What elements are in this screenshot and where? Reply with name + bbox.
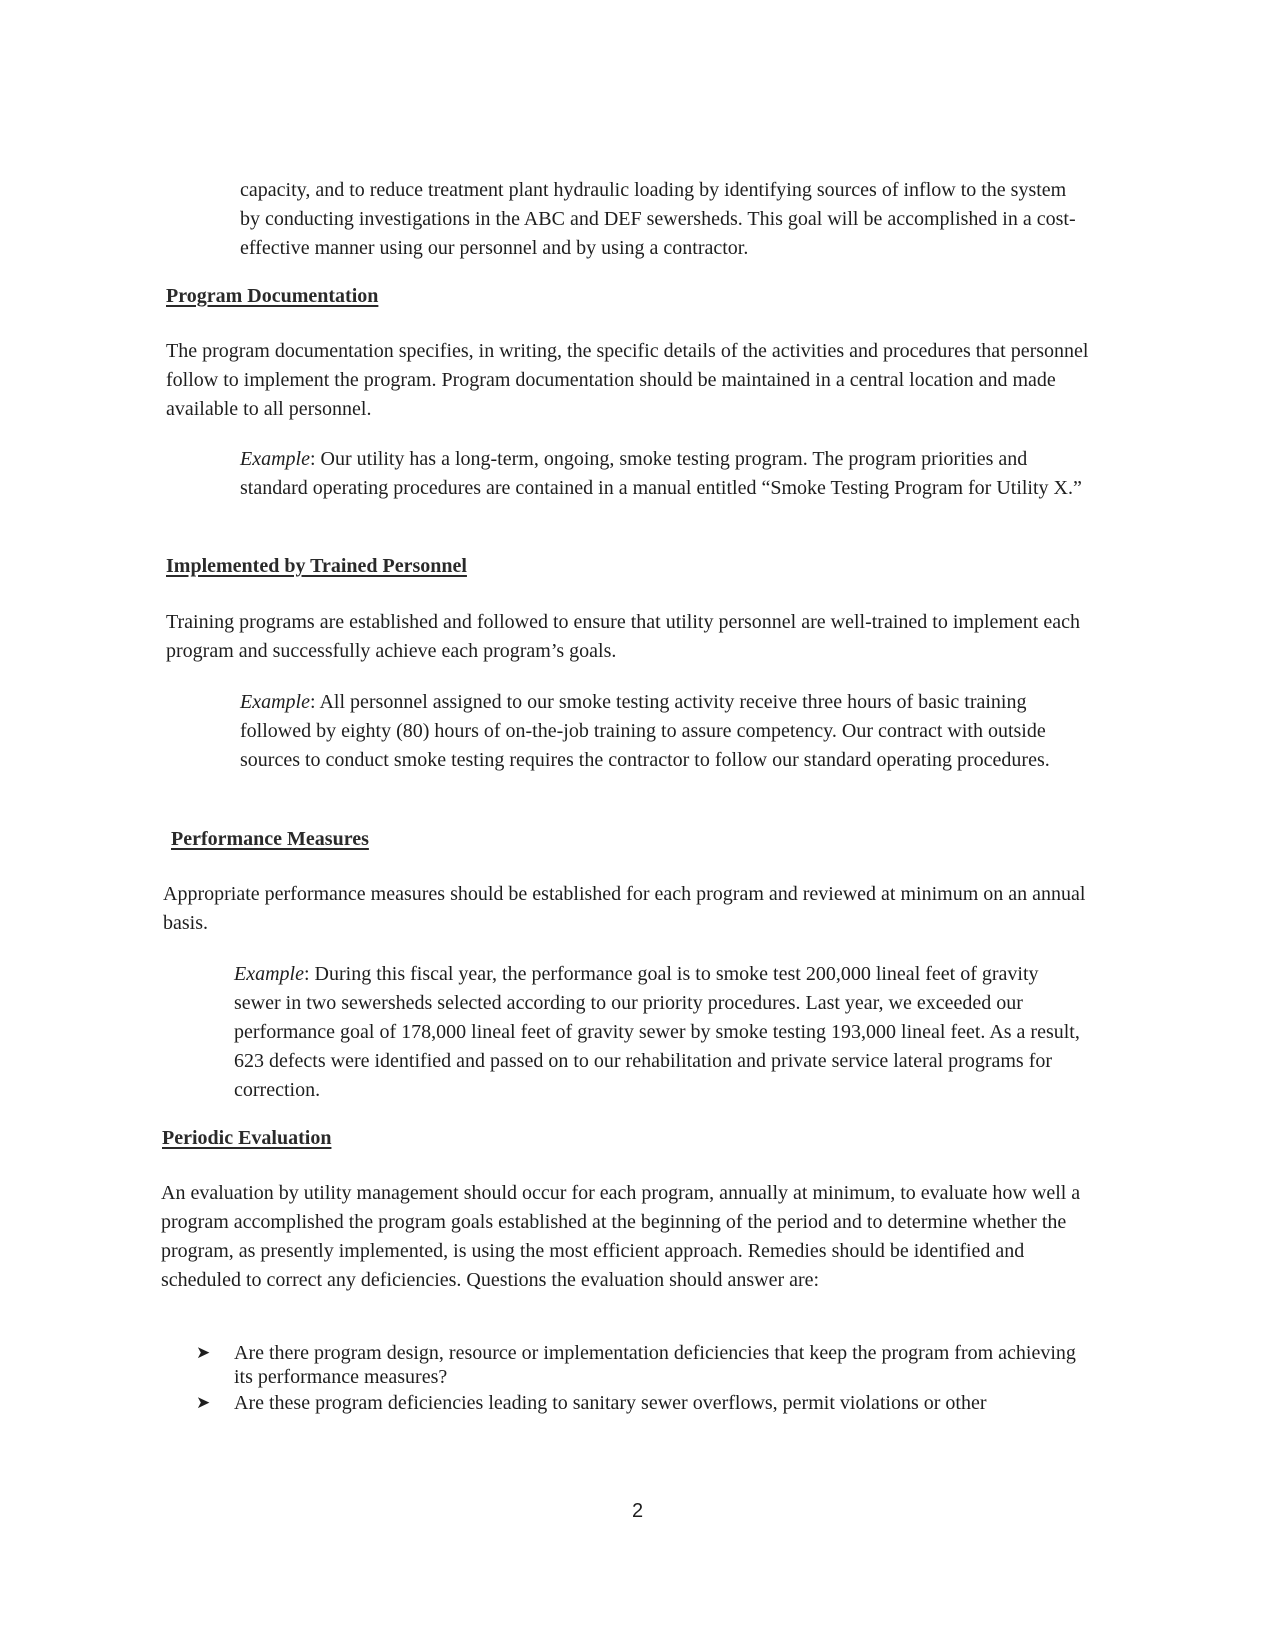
trained-personnel-paragraph: Training programs are established and followed to ensure that utility personnel are well-trained to implement each program and successfully achieve each program’s goals.: [166, 611, 1080, 662]
periodic-evaluation-paragraph: An evaluation by utility management should occur for each program, annually at minimum, to evaluate how well a program accomplished the program goals established at the beginning of the period and to determine whether the program, as presently implemented, is using the most efficient approach. Remedies should be identified and scheduled to correct any deficiencies. Questions the evaluation should answer are:: [161, 1182, 1081, 1291]
example-text: : All personnel assigned to our smoke testing activity receive three hours of basic training followed by eighty (80) hours of on-the-job training to assure competency. Our contract with outside sources to conduct smoke testing requires the contractor to follow our standard operating procedures.: [240, 691, 1050, 771]
arrowhead-bullet-icon: ➤: [196, 1343, 211, 1363]
example-text: : Our utility has a long-term, ongoing, smoke testing program. The program priorities and standard operating procedures are contained in a manual entitled “Smoke Testing Program for Utility X.”: [240, 448, 1082, 499]
performance-measures-paragraph: Appropriate performance measures should be established for each program and reviewed at minimum on an annual basis.: [163, 883, 1086, 934]
example-label: Example: [240, 691, 310, 713]
example-label: Example: [240, 448, 310, 470]
list-item-text: Are there program design, resource or implementation deficiencies that keep the program from achieving its performance measures?: [234, 1342, 1076, 1388]
list-item-text: Are these program deficiencies leading to sanitary sewer overflows, permit violations or other: [234, 1392, 987, 1414]
trained-personnel-example: [240, 688, 1090, 775]
example-label: Example: [234, 963, 304, 985]
heading-performance-measures: Performance Measures: [171, 828, 369, 850]
list-item: [196, 1341, 1096, 1389]
intro-paragraph: capacity, and to reduce treatment plant hydraulic loading by identifying sources of inflow to the system by conducting investigations in the ABC and DEF sewersheds. This goal will be accomplished in a cost-effective manner using our personnel and by using a contractor.: [240, 179, 1076, 259]
program-documentation-example: [240, 445, 1090, 503]
arrowhead-bullet-icon: ➤: [196, 1393, 211, 1413]
list-item: [196, 1391, 1096, 1415]
heading-trained-personnel: Implemented by Trained Personnel: [166, 555, 467, 577]
heading-program-documentation: Program Documentation: [166, 285, 379, 307]
performance-measures-example: [234, 960, 1084, 1105]
example-text: : During this fiscal year, the performance goal is to smoke test 200,000 lineal feet of gravity sewer in two sewersheds selected according to our priority procedures. Last year, we exceeded our performance goal of 178,000 lineal feet of gravity sewer by smoke testing 193,000 lineal feet. As a result, 623 defects were identified and passed on to our rehabilitation and private service lateral programs for correction.: [234, 963, 1080, 1101]
page-number: 2: [631, 1500, 644, 1522]
evaluation-questions-list: [196, 1341, 1096, 1417]
heading-periodic-evaluation: Periodic Evaluation: [162, 1127, 332, 1149]
program-documentation-paragraph: The program documentation specifies, in writing, the specific details of the activities and procedures that personnel follow to implement the program. Program documentation should be maintained in a central location and made available to all personnel.: [166, 340, 1089, 420]
